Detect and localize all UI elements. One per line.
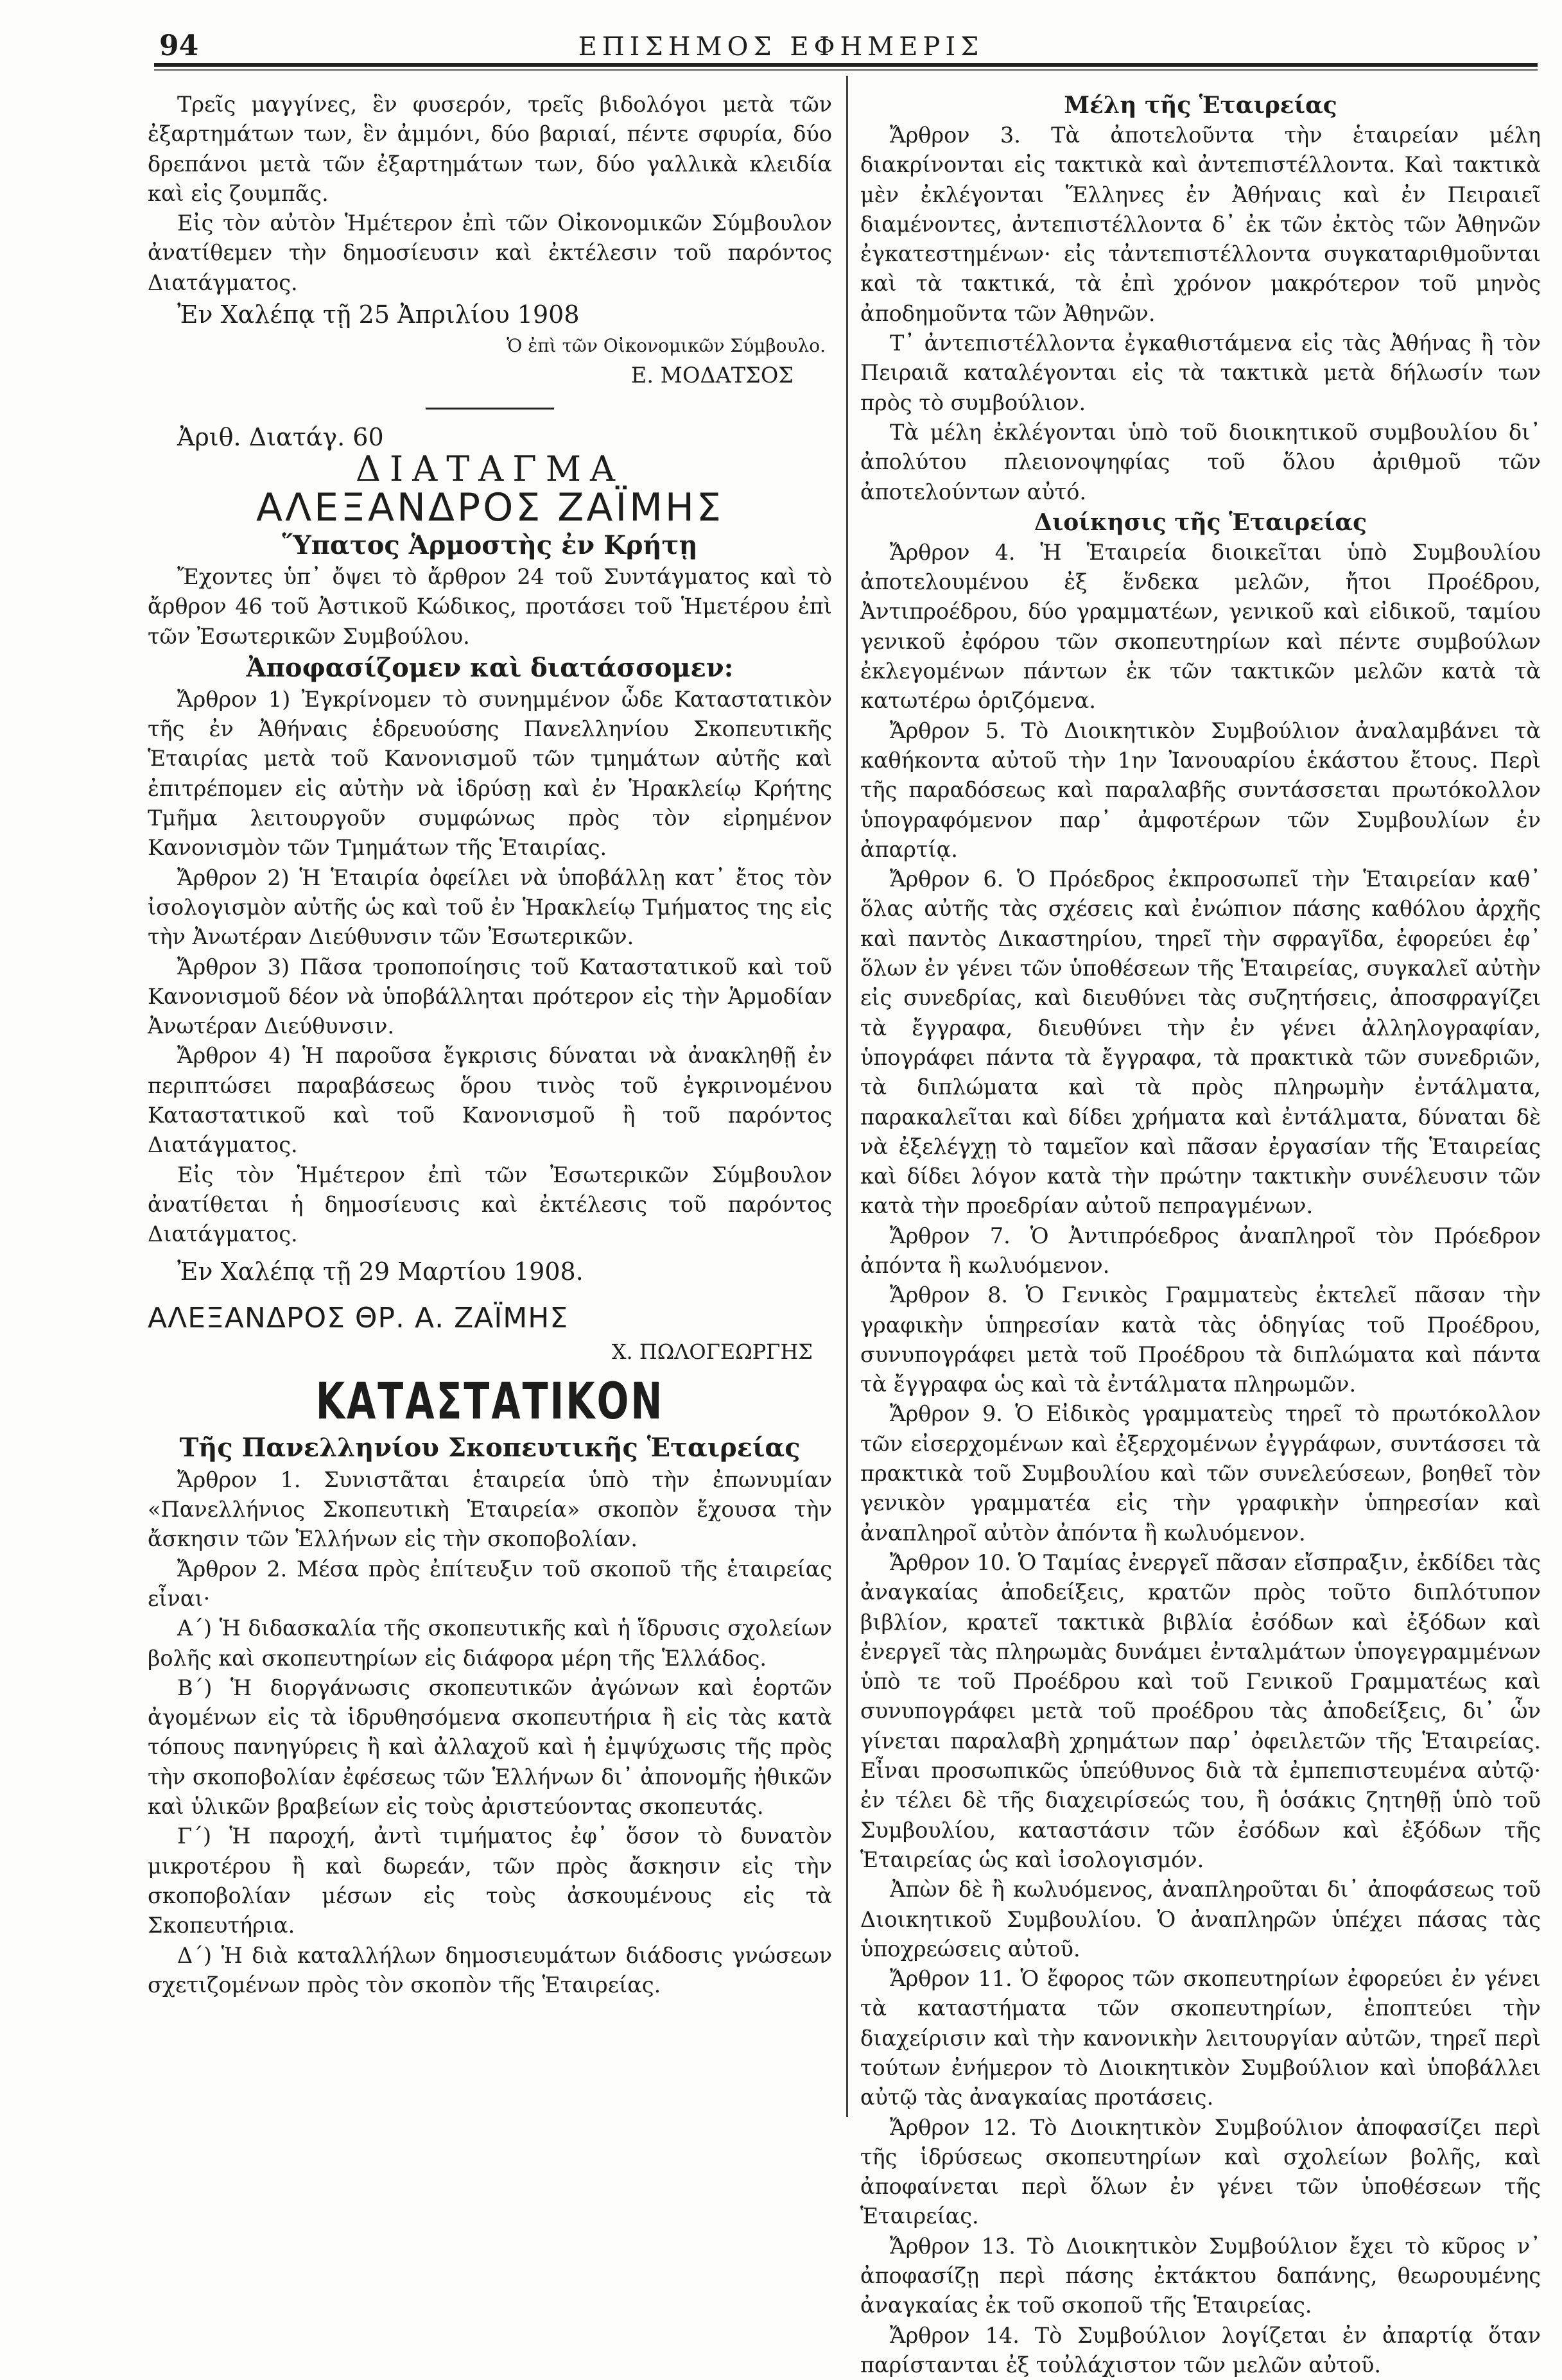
intro-paragraph: Εἰς τὸν αὐτὸν Ἡμέτερον ἐπὶ τῶν Οἰκονομικῶν Σύμβουλον ἀνατίθεμεν τὴν δημοσίευσιν καὶ ἐκτέλεσιν τοῦ παρόντος Διατάγματος.	[148, 211, 832, 295]
page-number: 94	[159, 30, 199, 62]
statute-paragraph: Γ΄) Ἡ παροχή, ἀντὶ τιμήματος ἐφ᾽ ὅσον τὸ δυνατὸν μικροτέρου ἢ καὶ δωρεάν, τῶν πρὸς ἄσκησιν εἰς τὴν σκοποβολίαν μέσων εἰς τοὺς ἀσκουμένους εἰς τὰ Σκοπευτήρια.	[148, 1824, 832, 1938]
decree-number: Ἀριθ. Διατάγ. 60	[177, 422, 384, 451]
article-paragraph: Ἀπὼν δὲ ἢ κωλυόμενος, ἀναπληροῦται δι᾽ ἀποφάσεως τοῦ Διοικητικοῦ Συμβουλίου. Ὁ ἀναπληρῶν ὑπέχει πάσας τὰς ὑποχρεώσεις αὐτοῦ.	[860, 1877, 1541, 1962]
date-line: Ἐν Χαλέπᾳ τῇ 29 Μαρτίου 1908.	[177, 1257, 584, 1286]
signer-name: Ε. ΜΟΔΑΤΣΟΣ	[630, 363, 794, 388]
statute-paragraph: Α΄) Ἡ διδασκαλία τῆς σκοπευτικῆς καὶ ἡ ἵδρυσις σχολείων βολῆς καὶ σκοπευτηρίων εἰς διάφορα μέρη τῆς Ἑλλάδος.	[148, 1616, 832, 1671]
decree-heading: ΔΙΑΤΑΓΜΑ	[355, 448, 625, 489]
left-column	[148, 90, 832, 2000]
preamble-paragraph: Ἔχοντες ὑπ᾽ ὄψει τὸ ἄρθρον 24 τοῦ Συντάγματος καὶ τὸ ἄρθρον 46 τοῦ Ἀστικοῦ Κώδικος, προτάσει τοῦ Ἡμετέρου ἐπὶ τῶν Ἐσωτερικῶν Συμβούλου.	[148, 564, 832, 649]
journal-title: ΕΠΙΣΗΜΟΣ ΕΦΗΜΕΡΙΣ	[578, 32, 984, 62]
article-paragraph: Ἄρθρον 10. Ὁ Ταμίας ἐνεργεῖ πᾶσαν εἴσπραξιν, ἐκδίδει τὰς ἀναγκαίας ἀποδείξεις, κρατῶν πρὸς τοῦτο διπλότυπον βιβλίον, κρατεῖ τακτικὰ βιβλία ἐσόδων καὶ ἐξόδων καὶ ἐνεργεῖ τὰς πληρωμὰς δυνάμει ἐνταλμάτων ὑπογεγραμμένων ὑπὸ τε τοῦ Προέδρου καὶ τοῦ Γενικοῦ Γραμματέως καὶ συνυπογράφει μετὰ τοῦ προέδρου τὰς ἀποδείξεις, δι᾽ ὧν γίνεται παραλαβὴ χρημάτων παρ᾽ ὀφειλετῶν τῆς Ἑταιρείας. Εἶναι προσωπικῶς ὑπεύθυνος διὰ τὰ ἐμπεπιστευμένα αὐτῷ· ἐν τέλει δὲ τῆς διαχειρίσεώς του, ἢ ὁσάκις ζητηθῇ ὑπὸ τοῦ Συμβουλίου, καταστάσιν τῶν ἐσόδων καὶ ἐξόδων τῆς Ἑταιρείας ὡς καὶ ἰσολογισμόν.	[860, 1549, 1541, 1872]
decree-article: Ἄρθρον 1) Ἐγκρίνομεν τὸ συνημμένον ὧδε Καταστατικὸν τῆς ἐν Ἀθήναις ἑδρευούσης Πανελληνίου Σκοπευτικῆς Ἑταιρίας μετὰ τοῦ Κανονισμοῦ τῶν τμημάτων αὐτῆς καὶ ἐπιτρέπομεν εἰς αὐτὴν νὰ ἱδρύσῃ καὶ ἐν Ἡρακλείῳ Κρήτης Τμῆμα λειτουργοῦν συμφώνως πρὸς τὸν εἰρημένον Κανονισμὸν τῶν Τμημάτων τῆς Ἑταιρίας.	[148, 686, 832, 861]
decree-article: Ἄρθρον 2) Ἡ Ἑταιρία ὀφείλει νὰ ὑποβάλλῃ κατ᾽ ἔτος τὸν ἰσολογισμὸν αὐτῆς ὡς καὶ τοῦ ἐν Ἡρακλείῳ Τμήματος της εἰς τὴν Ἀνωτέραν Διεύθυνσιν τῶν Ἐσωτερικῶν.	[148, 865, 832, 950]
decide-heading: Ἀποφασίζομεν καὶ διατάσσομεν:	[246, 652, 734, 683]
article-paragraph: Ἄρθρον 8. Ὁ Γενικὸς Γραμματεὺς ἐκτελεῖ πᾶσαν τὴν γραφικὴν ὑπηρεσίαν κατὰ τὰς ὁδηγίας τοῦ Προέδρου, συνυπογράφει μετὰ τοῦ Προέδρου τὰ διπλώματα καὶ πάντα τὰ ἔγγραφα ὡς καὶ τὰ ἐντάλματα πληρωμῶν.	[860, 1282, 1541, 1397]
article-paragraph: Ἄρθρον 9. Ὁ Εἰδικὸς γραμματεὺς τηρεῖ τὸ πρωτόκολλον τῶν εἰσερχομένων καὶ ἐξερχομένων ἐγγράφων, συντάσσει τὰ πρακτικὰ τοῦ Συμβουλίου καὶ τῶν συνελεύσεων, βοηθεῖ τὸν γενικὸν γραμματέα εἰς τὴν γραφικὴν ὑπηρεσίαν καὶ ἀναπληροῖ αὐτὸν ἀπόντα ἢ κωλυόμενον.	[860, 1401, 1541, 1546]
signature-name: ΑΛΕΞΑΝΔΡΟΣ ΘΡ. Α. ΖΑΪΜΗΣ	[148, 1301, 569, 1334]
article-paragraph: Ἄρθρον 4. Ἡ Ἑταιρεία διοικεῖται ὑπὸ Συμβουλίου ἀποτελουμένου ἐξ ἕνδεκα μελῶν, ἤτοι Προέδρου, Ἀντιπροέδρου, δύο γραμματέων, γενικοῦ καὶ εἰδικοῦ, ταμίου γενικοῦ ἐφόρου τῶν σκοπευτηρίων καὶ πέντε συμβούλων ἐκλεγομένων πάντων ἐκ τῶν τακτικῶν μελῶν κατὰ τὰ κατωτέρω ὁριζόμενα.	[860, 539, 1541, 714]
header-rule-thin	[154, 69, 1538, 71]
statute-paragraph: Ἄρθρον 2. Μέσα πρὸς ἐπίτευξιν τοῦ σκοποῦ τῆς ἑταιρείας εἶναι·	[148, 1556, 832, 1611]
decree-article: Ἄρθρον 4) Ἡ παροῦσα ἔγκρισις δύναται νὰ ἀνακληθῇ ἐν περιπτώσει παραβάσεως ὅρου τινὸς τοῦ ἐγκρινομένου Καταστατικοῦ καὶ τοῦ Κανονισμοῦ ἢ τοῦ παρόντος Διατάγματος.	[148, 1043, 832, 1158]
article-paragraph: Τὰ μέλη ἐκλέγονται ὑπὸ τοῦ διοικητικοῦ συμβουλίου δι᾽ ἀπολύτου πλειονοψηφίας τοῦ ὅλου ἀριθμοῦ τῶν ἀποτελούντων αὐτό.	[860, 419, 1541, 504]
intro-paragraph: Τρεῖς μαγγίνες, ἓν φυσερόν, τρεῖς βιδολόγοι μετὰ τῶν ἐξαρτημάτων των, ἓν ἀμμόνι, δύο βαριαί, πέντε σφυρία, δύο δρεπάνοι μετὰ τῶν ἐξαρτημάτων των, δύο γαλλικὰ κλειδία καὶ εἰς ζουμπᾶς.	[148, 92, 832, 206]
running-header	[0, 18, 1562, 63]
section-heading-administration: Διοίκησις τῆς Ἑταιρείας	[1034, 508, 1367, 536]
column-divider	[846, 76, 848, 2117]
statute-paragraph: Ἄρθρον 1. Συνιστᾶται ἑταιρεία ὑπὸ τὴν ἐπωνυμίαν «Πανελλήνιος Σκοπευτικὴ Ἑταιρεία» σκοπὸν ἔχουσα τὴν ἄσκησιν τῶν Ἑλλήνων εἰς τὴν σκοποβολίαν.	[148, 1467, 832, 1552]
right-column	[860, 90, 1541, 2380]
article-paragraph: Ἄρθρον 13. Τὸ Διοικητικὸν Συμβούλιον ἔχει τὸ κῦρος ν᾽ ἀποφασίζῃ περὶ πάσης ἐκτάκτου δαπάνης, θεωρουμένης ἀναγκαίας ἐκ τοῦ σκοποῦ τῆς Ἑταιρείας.	[860, 2233, 1541, 2318]
article-paragraph: Ἄρθρον 14. Τὸ Συμβούλιον λογίζεται ἐν ἀπαρτίᾳ ὅταν παρίστανται ἐξ τοὐλάχιστον τῶν μελῶν αὐτοῦ.	[860, 2322, 1541, 2377]
article-paragraph: Ἄρθρον 11. Ὁ ἔφορος τῶν σκοπευτηρίων ἐφορεύει ἐν γένει τὰ καταστήματα τῶν σκοπευτηρίων, ἐποπτεύει τὴν διαχείρισιν καὶ τὴν κανονικὴν λειτουργίαν αὐτῶν, τηρεῖ περὶ τούτων ἐνήμερον τὸ Διοικητικὸν Συμβούλιον καὶ ὑποβάλλει αὐτῷ τὰς ἀναγκαίας προτάσεις.	[860, 1966, 1541, 2110]
issuer-name: ΑΛΕΞΑΝΔΡΟΣ ΖΑΪΜΗΣ	[256, 485, 724, 530]
section-heading-members: Μέλη τῆς Ἑταιρείας	[1064, 92, 1337, 119]
decree-article: Εἰς τὸν Ἡμέτερον ἐπὶ τῶν Ἐσωτερικῶν Σύμβουλον ἀνατίθεται ἡ δημοσίευσις καὶ ἐκτέλεσις τοῦ παρόντος Διατάγματος.	[148, 1162, 832, 1247]
article-paragraph: Ἄρθρον 7. Ὁ Ἀντιπρόεδρος ἀναπληροῖ τὸν Πρόεδρον ἀπόντα ἢ κωλυόμενον.	[860, 1223, 1541, 1278]
statute-paragraph: Δ΄) Ἡ διὰ καταλλήλων δημοσιευμάτων διάδοσις γνώσεων σχετιζομένων πρὸς τὸν σκοπὸν τῆς Ἑταιρείας.	[148, 1942, 832, 1997]
decree-article: Ἄρθρον 3) Πᾶσα τροποποίησις τοῦ Καταστατικοῦ καὶ τοῦ Κανονισμοῦ δέον νὰ ὑποβάλληται πρότερον εἰς τὴν Ἁρμοδίαν Ἀνωτέραν Διεύθυνσιν.	[148, 954, 832, 1039]
article-paragraph: Ἄρθρον 12. Τὸ Διοικητικὸν Συμβούλιον ἀποφασίζει περὶ τῆς ἱδρύσεως σκοπευτηρίων καὶ σχολείων βολῆς, καὶ ἀποφαίνεται περὶ ὅλων ἐν γένει τῶν ὑποθέσεων τῆς Ἑταιρείας.	[860, 2114, 1541, 2229]
article-paragraph: Τ᾽ ἀντεπιστέλλοντα ἐγκαθιστάμενα εἰς τὰς Ἀθήνας ἢ τὸν Πειραιᾶ καταλέγονται εἰς τὰ τακτικὰ μετὰ δήλωσίν των πρὸς τὸ συμβούλιον.	[860, 331, 1541, 415]
article-paragraph: Ἄρθρον 5. Τὸ Διοικητικὸν Συμβούλιον ἀναλαμβάνει τὰ καθήκοντα αὐτοῦ τὴν 1ην Ἰανουαρίου ἑκάστου ἔτους. Περὶ τῆς παραδόσεως καὶ παραλαβῆς συντάσσεται πρωτόκολλον ὑπογραφόμενον παρ᾽ ἀμφοτέρων τῶν Συμβουλίων ἐν ἀπαρτίᾳ.	[860, 718, 1541, 862]
section-separator	[426, 408, 554, 410]
article-paragraph: Ἄρθρον 3. Τὰ ἀποτελοῦντα τὴν ἑταιρείαν μέλη διακρίνονται εἰς τακτικὰ καὶ ἀντεπιστέλλοντα. Καὶ τακτικὰ μὲν ἐκλέγονται Ἕλληνες ἐν Ἀθήναις καὶ ἐν Πειραιεῖ διαμένοντες, ἀντεπιστέλλοντα δ᾽ ἐκ τῶν ἐκτὸς τῶν Ἀθηνῶν ἐγκατεστημένων· εἰς τἀντεπιστέλλοντα συγκαταριθμοῦνται καὶ τὰ τακτικά, τὰ ἐπὶ χρόνον μακρότερον τοῦ μηνὸς ἀποδημοῦντα τῶν Ἀθηνῶν.	[860, 123, 1541, 326]
header-rule	[154, 63, 1538, 67]
statute-heading: ΚΑΤΑΣΤΑΤΙΚΟΝ	[315, 1372, 664, 1431]
article-paragraph: Ἄρθρον 6. Ὁ Πρόεδρος ἐκπροσωπεῖ τὴν Ἑταιρείαν καθ᾽ ὅλας αὐτῆς τὰς σχέσεις καὶ ἐνώπιον πάσης καθόλου ἀρχῆς καὶ παντὸς Δικαστηρίου, τηρεῖ τὴν σφραγῖδα, ἐφορεύει ἐφ᾽ ὅλων ἐν γένει τῶν ὑποθέσεων τῆς Ἑταιρείας, συγκαλεῖ αὐτὴν εἰς συνεδρίας, καὶ διευθύνει τὰς συζητήσεις, ἀποσφραγίζει τὰ ἔγγραφα, διευθύνει τὴν ἐν γένει ἀλληλογραφίαν, ὑπογράφει πάντα τὰ ἔγγραφα, τὰ πρακτικὰ τῶν συνεδριῶν, τὰ διπλώματα καὶ τὰ πρὸς πληρωμὴν ἐντάλματα, παρακαλεῖται καὶ δίδει χρήματα καὶ ἐντάλματα, δύναται δὲ νὰ ἐξελέγχῃ τὸ ταμεῖον καὶ πᾶσαν ἐργασίαν τῆς Ἑταιρείας καὶ δίδει λόγον κατὰ τὴν πρώτην τακτικὴν συνέλευσιν τῶν κατὰ τὴν προεδρίαν αὐτοῦ πεπραγμένων.	[860, 867, 1541, 1219]
date-line: Ἐν Χαλέπᾳ τῇ 25 Ἀπριλίου 1908	[177, 300, 580, 329]
statute-subheading: Τῆς Πανελληνίου Σκοπευτικῆς Ἑταιρείας	[179, 1432, 801, 1463]
issuer-title: Ὕπατος Ἁρμοστὴς ἐν Κρήτῃ	[282, 530, 698, 560]
signature-sub: Χ. ΠΩΛΟΓΕΩΡΓΗΣ	[611, 1339, 813, 1364]
statute-paragraph: Β΄) Ἡ διοργάνωσις σκοπευτικῶν ἀγώνων καὶ ἑορτῶν ἀγομένων εἰς τὰ ἱδρυθησόμενα σκοπευτήρια ἢ εἰς τὰς κατὰ τόπους πανηγύρεις ἢ καὶ ἀλλαχοῦ καὶ ἡ ἐμψύχωσις τῆς πρὸς τὴν σκοποβολίαν ἐφέσεως τῶν Ἑλλήνων δι᾽ ἀπονομῆς ἠθικῶν καὶ ὑλικῶν βραβείων εἰς τοὺς ἀριστεύοντας σκοπευτάς.	[148, 1675, 832, 1820]
signer-title: Ὁ ἐπὶ τῶν Οἰκονομικῶν Σύμβουλο.	[507, 335, 826, 357]
